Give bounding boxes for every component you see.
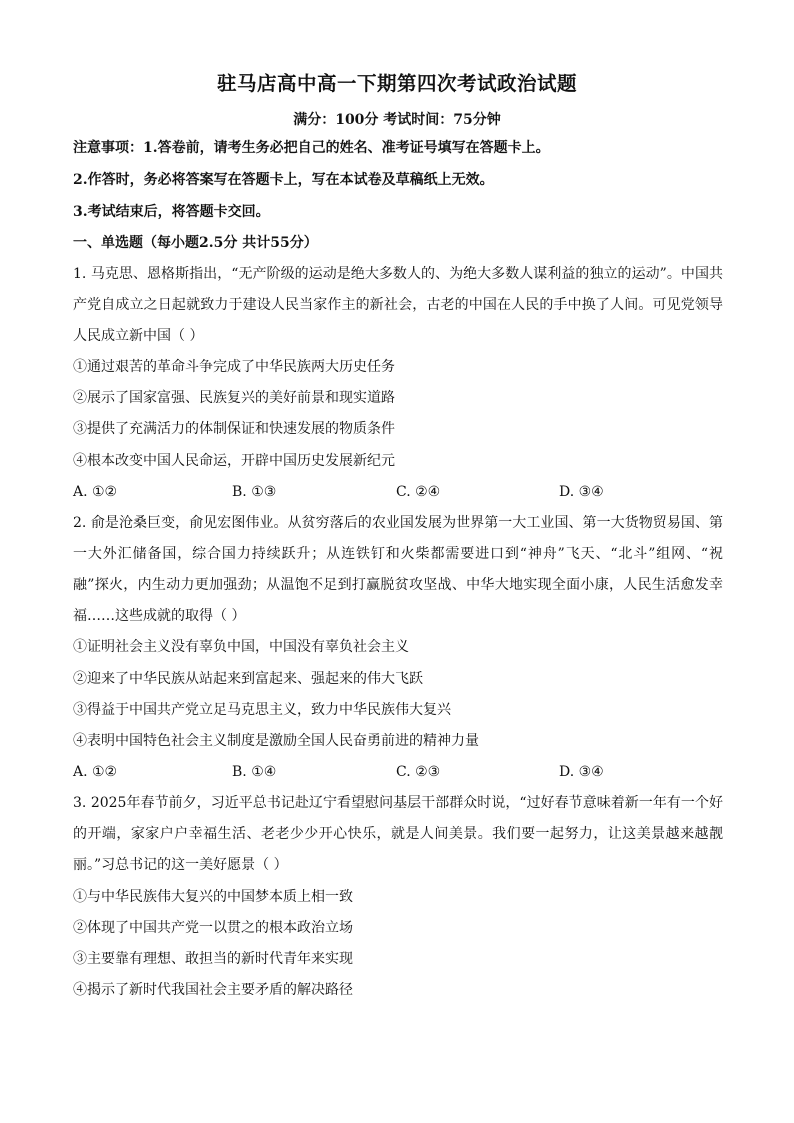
question-3-item: ③主要靠有理想、敢担当的新时代青年来实现 — [73, 951, 353, 967]
question-2-stem-line: 融”探火，内生动力更加强劲；从温饱不足到打赢脱贫攻坚战、中华大地实现全面小康，人民生活愈发幸 — [73, 577, 723, 593]
question-2-item: ④表明中国特色社会主义制度是激励全国人民奋勇前进的精神力量 — [73, 733, 479, 749]
choice-a[interactable]: A. ①② — [73, 484, 118, 500]
question-2-item: ③得益于中国共产党立足马克思主义，致力中华民族伟大复兴 — [73, 702, 451, 718]
question-2-item: ①证明社会主义没有辜负中国，中国没有辜负社会主义 — [73, 639, 409, 655]
question-2-choices — [73, 762, 723, 782]
choice-d[interactable]: D. ③④ — [559, 764, 604, 780]
question-1-stem-line: 人民成立新中国（ ） — [73, 328, 204, 344]
question-2-item: ②迎来了中华民族从站起来到富起来、强起来的伟大飞跃 — [73, 671, 423, 687]
note-1: 注意事项：1.答卷前，请考生务必把自己的姓名、准考证号填写在答题卡上。 — [73, 140, 550, 156]
section-heading: 一、单选题（每小题2.5分 共计55分） — [73, 235, 318, 251]
question-1-item: ③提供了充满活力的体制保证和快速发展的物质条件 — [73, 421, 395, 437]
question-1-stem-line: 产党自成立之日起就致力于建设人民当家作主的新社会，古老的中国在人民的手中换了人间。可见党领导 — [73, 297, 723, 313]
choice-b[interactable]: B. ①④ — [232, 764, 277, 780]
question-1-item: ①通过艰苦的革命斗争完成了中华民族两大历史任务 — [73, 359, 395, 375]
question-1-stem-line: 1. 马克思、恩格斯指出，“无产阶级的运动是绝大多数人的、为绝大多数人谋利益的独立的运动”。中国共 — [73, 266, 723, 282]
question-1-choices — [73, 482, 723, 502]
note-2: 2.作答时，务必将答案写在答题卡上，写在本试卷及草稿纸上无效。 — [73, 172, 494, 188]
choice-a[interactable]: A. ①② — [73, 764, 118, 780]
question-3-item: ②体现了中国共产党一以贯之的根本政治立场 — [73, 920, 353, 936]
choice-d[interactable]: D. ③④ — [559, 484, 604, 500]
question-3-stem-line: 的开端，家家户户幸福生活、老老少少开心快乐，就是人间美景。我们要一起努力，让这美景越来越靓 — [73, 826, 723, 842]
question-3-item: ①与中华民族伟大复兴的中国梦本质上相一致 — [73, 889, 353, 905]
page-title: 驻马店高中高一下期第四次考试政治试题 — [216, 72, 577, 95]
question-2-stem-line: 福……这些成就的取得（ ） — [73, 608, 246, 624]
question-3-item: ④揭示了新时代我国社会主要矛盾的解决路径 — [73, 982, 353, 998]
question-2-stem-line: 2. 俞是沧桑巨变，俞见宏图伟业。从贫穷落后的农业国发展为世界第一大工业国、第一大货物贸易国、第 — [73, 515, 723, 531]
exam-info: 满分：100分 考试时间：75分钟 — [293, 112, 501, 128]
question-1-item: ④根本改变中国人民命运，开辟中国历史发展新纪元 — [73, 453, 395, 469]
choice-b[interactable]: B. ①③ — [232, 484, 277, 500]
choice-c[interactable]: C. ②④ — [396, 484, 441, 500]
question-2-stem-line: 一大外汇储备国，综合国力持续跃升；从连铁钉和火柴都需要进口到“神舟”飞天、“北斗”组网、“祝 — [73, 546, 723, 562]
question-3-stem-line: 丽。”习总书记的这一美好愿景（ ） — [73, 857, 288, 873]
note-3: 3.考试结束后，将答题卡交回。 — [73, 204, 270, 220]
question-1-item: ②展示了国家富强、民族复兴的美好前景和现实道路 — [73, 390, 395, 406]
choice-c[interactable]: C. ②③ — [396, 764, 441, 780]
question-3-stem-line: 3. 2025年春节前夕，习近平总书记赴辽宁看望慰问基层干部群众时说，“过好春节意味着新一年有一个好 — [73, 795, 723, 811]
